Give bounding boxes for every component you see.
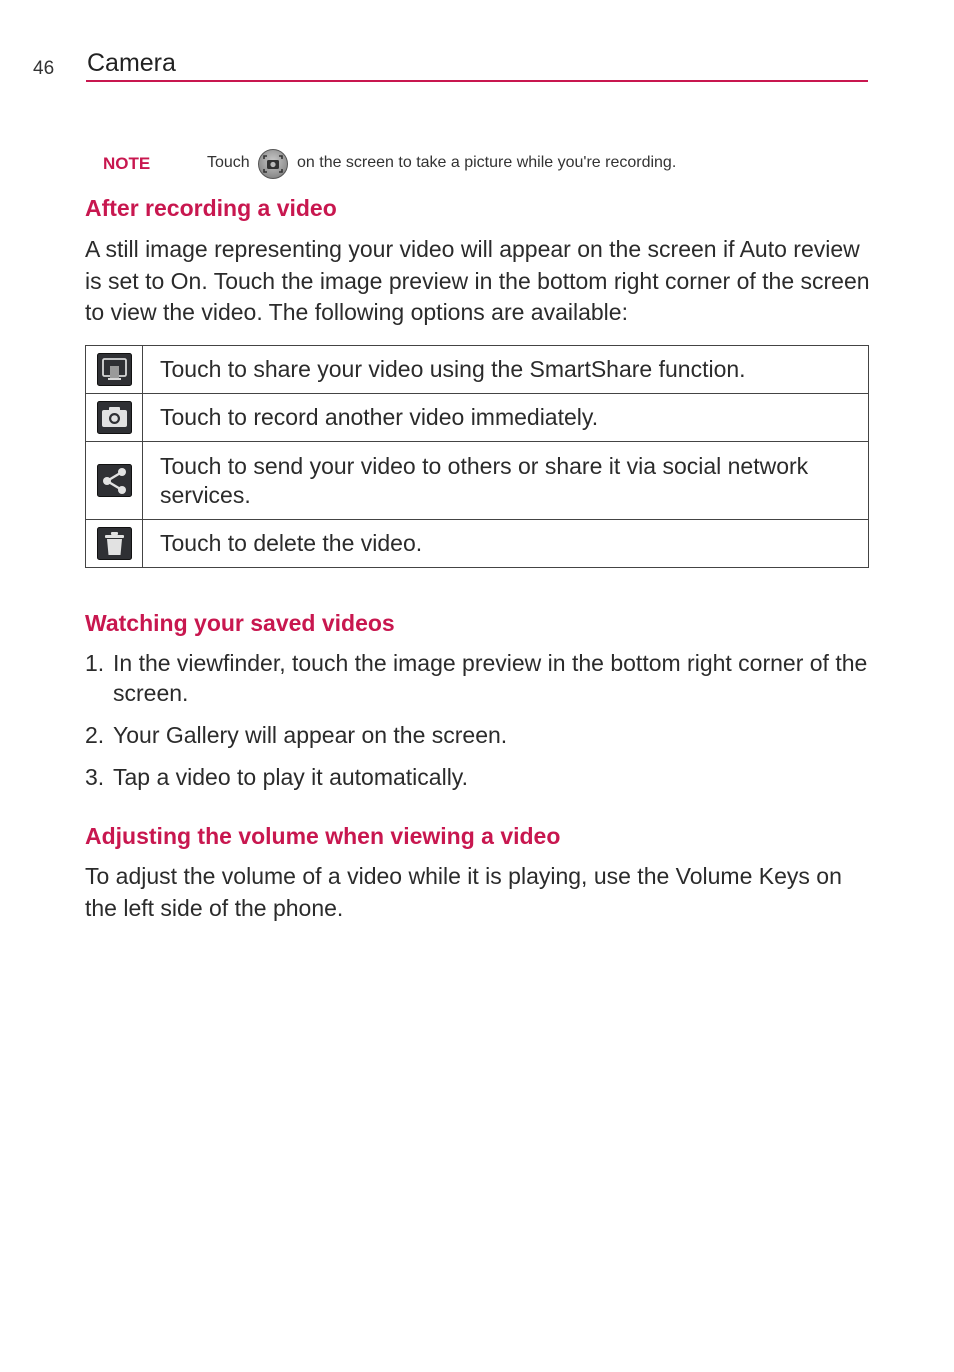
volume-paragraph: To adjust the volume of a video while it is playing, use the Volume Keys on the left side of the phone.	[85, 863, 842, 921]
table-row	[86, 442, 869, 520]
step-text: In the viewfinder, touch the image preview in the bottom right corner of the screen.	[113, 650, 868, 706]
table-row	[86, 394, 869, 442]
option-text-cell: Touch to record another video immediately.	[143, 394, 869, 442]
list-item	[85, 648, 875, 708]
option-icon-cell	[86, 346, 143, 394]
section-heading-volume: Adjusting the volume when viewing a video	[85, 823, 561, 849]
camera-icon	[97, 401, 132, 434]
option-text-cell: Touch to send your video to others or share it via social network services.	[143, 442, 869, 520]
note-text-after-icon: on the screen to take a picture while you're recording.	[297, 154, 677, 171]
option-icon-cell	[86, 394, 143, 442]
options-table	[85, 345, 869, 568]
option-text-cell: Touch to delete the video.	[143, 520, 869, 568]
list-item	[85, 762, 875, 792]
list-item	[85, 720, 875, 750]
share-icon	[97, 464, 132, 497]
option-text-cell: Touch to share your video using the SmartShare function.	[143, 346, 869, 394]
step-number: 1.	[85, 650, 105, 676]
note-text-before-icon: Touch	[207, 154, 250, 171]
smartshare-icon	[97, 353, 132, 386]
step-number: 3.	[85, 764, 105, 790]
step-text: Your Gallery will appear on the screen.	[113, 722, 508, 748]
watching-steps-list	[85, 648, 875, 804]
after-recording-paragraph: A still image representing your video will appear on the screen if Auto review is set to On. Touch the image preview in the bottom right corner of the screen to view the video. The following options are available:	[85, 236, 870, 325]
page-title: Camera	[87, 49, 176, 77]
step-text: Tap a video to play it automatically.	[113, 764, 468, 790]
step-number: 2.	[85, 722, 105, 748]
table-row	[86, 346, 869, 394]
section-heading-watching: Watching your saved videos	[85, 610, 395, 636]
note	[103, 148, 803, 182]
capture-photo-icon	[258, 149, 288, 179]
section-heading-after-recording: After recording a video	[85, 195, 337, 221]
table-row	[86, 520, 869, 568]
option-icon-cell	[86, 520, 143, 568]
header-rule	[86, 80, 868, 82]
page-number: 46	[33, 58, 55, 79]
note-label: NOTE	[103, 154, 151, 173]
option-icon-cell	[86, 442, 143, 520]
trash-icon	[97, 527, 132, 560]
